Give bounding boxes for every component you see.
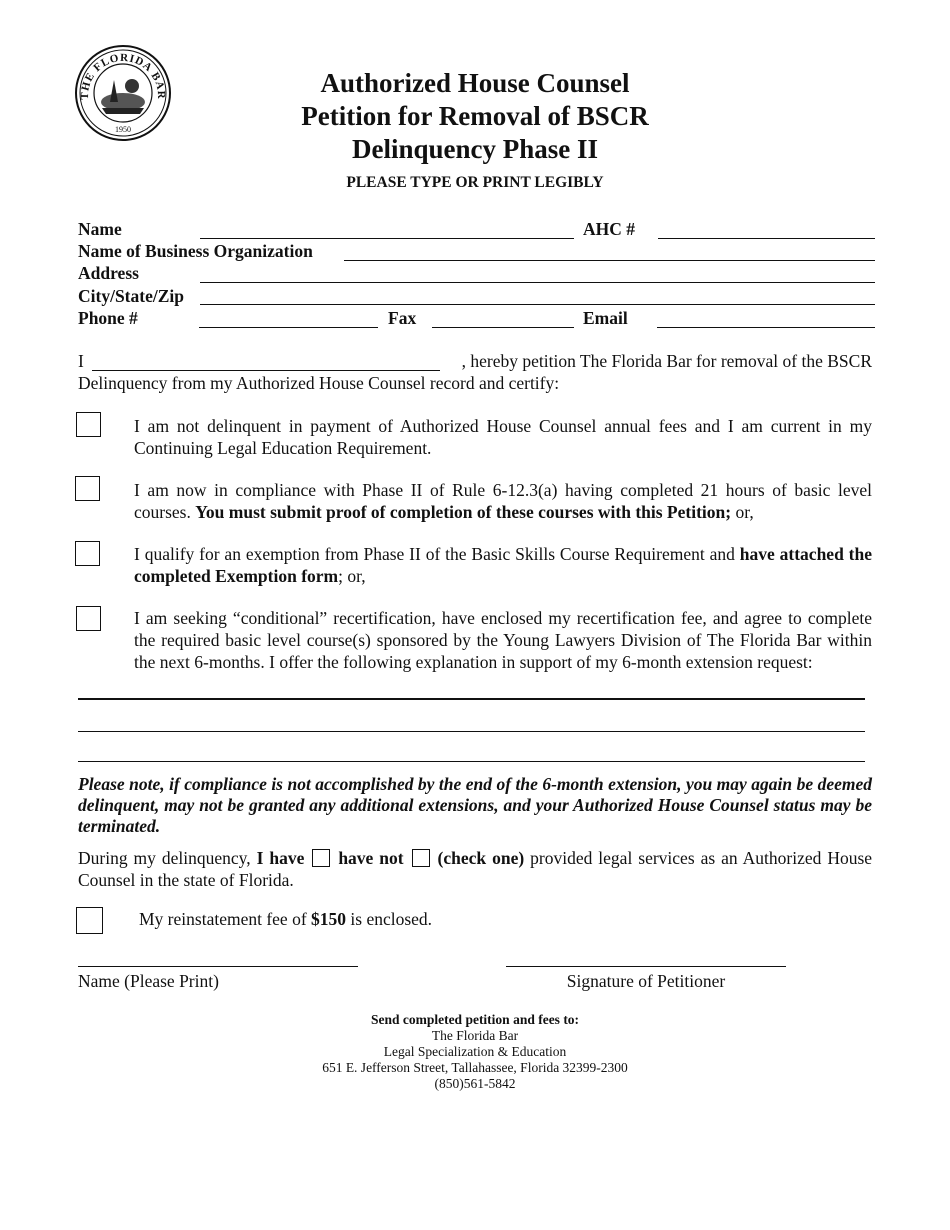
explanation-line-3[interactable]: [78, 761, 865, 762]
address-input[interactable]: [200, 282, 875, 283]
fax-label: Fax: [388, 308, 417, 328]
name-label: Name: [78, 219, 122, 239]
business-input[interactable]: [344, 260, 875, 261]
option3-checkbox[interactable]: [75, 541, 100, 566]
signature-label: Signature of Petitioner: [566, 971, 726, 991]
footer-heading: Send completed petition and fees to:: [370, 1012, 580, 1027]
petitioner-name-input[interactable]: [92, 370, 440, 371]
services-prefix: During my delinquency,: [78, 848, 257, 868]
option2-text: [134, 479, 872, 523]
fee-statement: [139, 908, 639, 930]
city-label: City/State/Zip: [78, 286, 184, 306]
fee-amount: $150: [311, 909, 347, 929]
have-not-label: have not: [338, 848, 404, 868]
city-input[interactable]: [200, 304, 875, 305]
services-statement: [78, 847, 872, 891]
compliance-notice: Please note, if compliance is not accomplished by the end of the 6-month extension, you may again be deemed delinquent, may not be granted any additional extensions, and your Authorized House Counsel status may be terminated.: [78, 774, 872, 836]
email-input[interactable]: [657, 327, 875, 328]
option3-plain: I qualify for an exemption from Phase II of the Basic Skills Course Requirement and: [134, 544, 740, 564]
option1-text: I am not delinquent in payment of Authorized House Counsel annual fees and I am current in my Continuing Legal Education Requirement.: [134, 416, 872, 458]
services-suffix: provided legal services as an Authorized House Counsel in the state of Florida.: [78, 848, 873, 890]
have-checkbox[interactable]: [312, 849, 330, 867]
option2-checkbox[interactable]: [75, 476, 100, 501]
option3-text: [134, 543, 872, 587]
fax-input[interactable]: [432, 327, 574, 328]
option1-checkbox[interactable]: [76, 412, 101, 437]
petition-prefix: I: [78, 351, 84, 371]
business-label: Name of Business Organization: [78, 241, 313, 261]
explanation-line-2[interactable]: [78, 731, 865, 732]
option4-text: I am seeking “conditional” recertification, have enclosed my recertification fee, and agree to complete the required basic level course(s) sponsored by the Young Lawyers Division of The Florida Bar within the next 6-months. I offer the following explanation in support of my 6-month extension request:: [134, 608, 872, 672]
option4-checkbox[interactable]: [76, 606, 101, 631]
ahc-label: AHC #: [583, 219, 636, 239]
phone-label: Phone #: [78, 308, 138, 328]
footer-org: The Florida Bar: [431, 1028, 519, 1043]
ahc-input[interactable]: [658, 238, 875, 239]
address-label: Address: [78, 263, 139, 283]
petition-text-line2: Delinquency from my Authorized House Counsel record and certify:: [78, 373, 560, 393]
footer-street: 651 E. Jefferson Street, Tallahassee, Florida 32399-2300: [322, 1060, 628, 1075]
option2-tail: or,: [731, 502, 754, 522]
print-name-label: Name (Please Print): [78, 971, 219, 991]
footer-dept: Legal Specialization & Education: [383, 1044, 567, 1059]
seal-text: THE FLORIDA BAR: [78, 51, 168, 100]
title-line-1: Authorized House Counsel: [320, 68, 630, 98]
fee-prefix: My reinstatement fee of: [139, 909, 312, 929]
instruction-text: PLEASE TYPE OR PRINT LEGIBLY: [346, 174, 604, 191]
option3-tail: ; or,: [338, 566, 366, 586]
option2-bold: You must submit proof of completion of these courses with this Petition;: [195, 502, 732, 522]
check-one-label: (check one): [437, 848, 525, 868]
print-name-input[interactable]: [78, 966, 358, 967]
title-line-3: Delinquency Phase II: [351, 134, 599, 164]
option3-bold: have attached the completed Exemption form: [134, 544, 872, 586]
option2-plain: I am now in compliance with Phase II of Rule 6-12.3(a) having completed 21 hours of basic level courses.: [134, 480, 872, 522]
email-label: Email: [583, 308, 628, 328]
footer-phone: (850)561-5842: [434, 1076, 516, 1091]
have-label: I have: [256, 848, 305, 868]
title-line-2: Petition for Removal of BSCR: [301, 101, 649, 131]
name-input[interactable]: [200, 238, 574, 239]
explanation-line-1[interactable]: [78, 698, 865, 700]
signature-input[interactable]: [506, 966, 786, 967]
seal-year: 1950: [115, 125, 131, 134]
fee-suffix: is enclosed.: [346, 909, 433, 929]
petition-text-line1: , hereby petition The Florida Bar for removal of the BSCR: [461, 351, 872, 371]
have-not-checkbox[interactable]: [412, 849, 430, 867]
fee-checkbox[interactable]: [76, 907, 103, 934]
phone-input[interactable]: [199, 327, 378, 328]
